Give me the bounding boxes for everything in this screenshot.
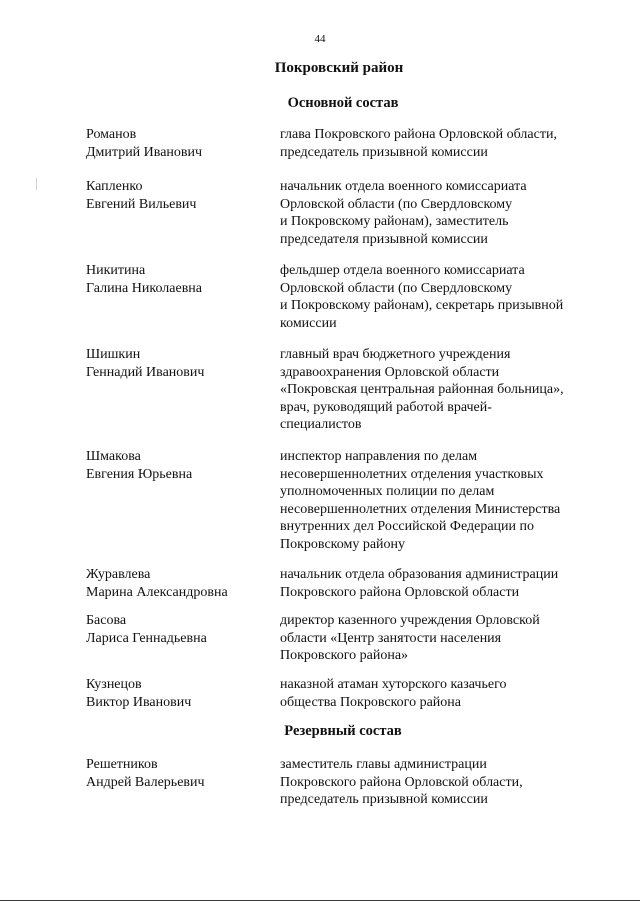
role-line: начальник отдела образования администрации [280, 567, 559, 582]
role-line: фельдшер отдела военного комиссариата [280, 263, 525, 278]
member-role [280, 126, 610, 161]
member-name [86, 262, 276, 297]
name-line: Басова [86, 613, 127, 628]
name-line: Шмакова [86, 449, 141, 464]
name-line: Евгения Юрьевна [86, 466, 193, 482]
member-role [280, 346, 610, 434]
role-line: и Покровскому районам), заместитель [280, 214, 509, 229]
role-line: наказной атаман хуторского казачьего [280, 677, 507, 692]
role-line: «Покровская центральная районная больница», [280, 382, 564, 397]
member-name [86, 676, 276, 711]
role-line: Покровского района Орловской области, [280, 774, 523, 790]
name-line: Андрей Валерьевич [86, 774, 205, 790]
name-line: Журавлева [86, 567, 151, 582]
role-line: главный врач бюджетного учреждения [280, 347, 511, 362]
role-line: и Покровскому районам), секретарь призывной [280, 298, 564, 313]
role-line: председателя призывной комиссии [280, 231, 488, 247]
role-line: врач, руководящий работой врачей- [280, 399, 492, 415]
role-line: глава Покровского района Орловской области, [280, 127, 557, 142]
name-line: Никитина [86, 263, 146, 278]
name-line: Марина Александровна [86, 584, 228, 600]
role-line: заместитель главы администрации [280, 757, 487, 772]
role-line: Покровскому району [280, 536, 406, 552]
member-name [86, 756, 276, 791]
name-line: Виктор Иванович [86, 694, 192, 710]
name-line: Кузнецов [86, 677, 142, 692]
name-line: Геннадий Иванович [86, 364, 205, 380]
role-line: внутренних дел Российской Федерации по [280, 519, 535, 534]
role-line: начальник отдела военного комиссариата [280, 179, 527, 194]
member-role [280, 612, 610, 665]
member-role [280, 676, 610, 711]
member-name [86, 126, 276, 161]
role-line: несовершеннолетних отделения участковых [280, 466, 544, 482]
name-line: Лариса Геннадьевна [86, 630, 207, 646]
name-line: Романов [86, 127, 137, 142]
role-line: комиссии [280, 315, 337, 331]
role-line: уполномоченных полиции по делам [280, 484, 495, 499]
role-line: инспектор направления по делам [280, 449, 478, 464]
member-role [280, 448, 610, 553]
member-role [280, 178, 610, 248]
member-name [86, 346, 276, 381]
member-role [280, 262, 610, 332]
member-name [86, 612, 276, 647]
role-line: директор казенного учреждения Орловской [280, 613, 540, 628]
scan-bottom-edge [0, 900, 640, 901]
name-line: Шишкин [86, 347, 141, 362]
role-line: Орловской области (по Свердловскому [280, 280, 513, 296]
member-name [86, 178, 276, 213]
member-role [280, 566, 610, 601]
role-line: специалистов [280, 417, 362, 432]
name-line: Галина Николаевна [86, 280, 203, 296]
reserve-composition-heading: Резервный состав [284, 723, 402, 739]
member-name [86, 448, 276, 483]
name-line: Решетников [86, 757, 158, 772]
role-line: несовершеннолетних отделения Министерства [280, 501, 561, 517]
name-line: Евгений Вильевич [86, 196, 197, 212]
page-number: 44 [314, 33, 326, 45]
role-line: председатель призывной комиссии [280, 792, 488, 807]
role-line: Орловской области (по Свердловскому [280, 196, 513, 212]
name-line: Дмитрий Иванович [86, 144, 203, 160]
role-line: председатель призывной комиссии [280, 144, 488, 160]
role-line: Покровского района Орловской области [280, 584, 520, 600]
member-name [86, 566, 276, 601]
name-line: Капленко [86, 179, 143, 194]
page-title: Покровский район [274, 60, 404, 76]
role-line: Покровского района» [280, 648, 409, 663]
member-role [280, 756, 610, 809]
scan-margin-mark [36, 178, 37, 190]
role-line: общества Покровского района [280, 694, 461, 710]
role-line: здравоохранения Орловской области [280, 364, 500, 380]
main-composition-heading: Основной состав [287, 95, 399, 111]
role-line: области «Центр занятости населения [280, 630, 502, 646]
